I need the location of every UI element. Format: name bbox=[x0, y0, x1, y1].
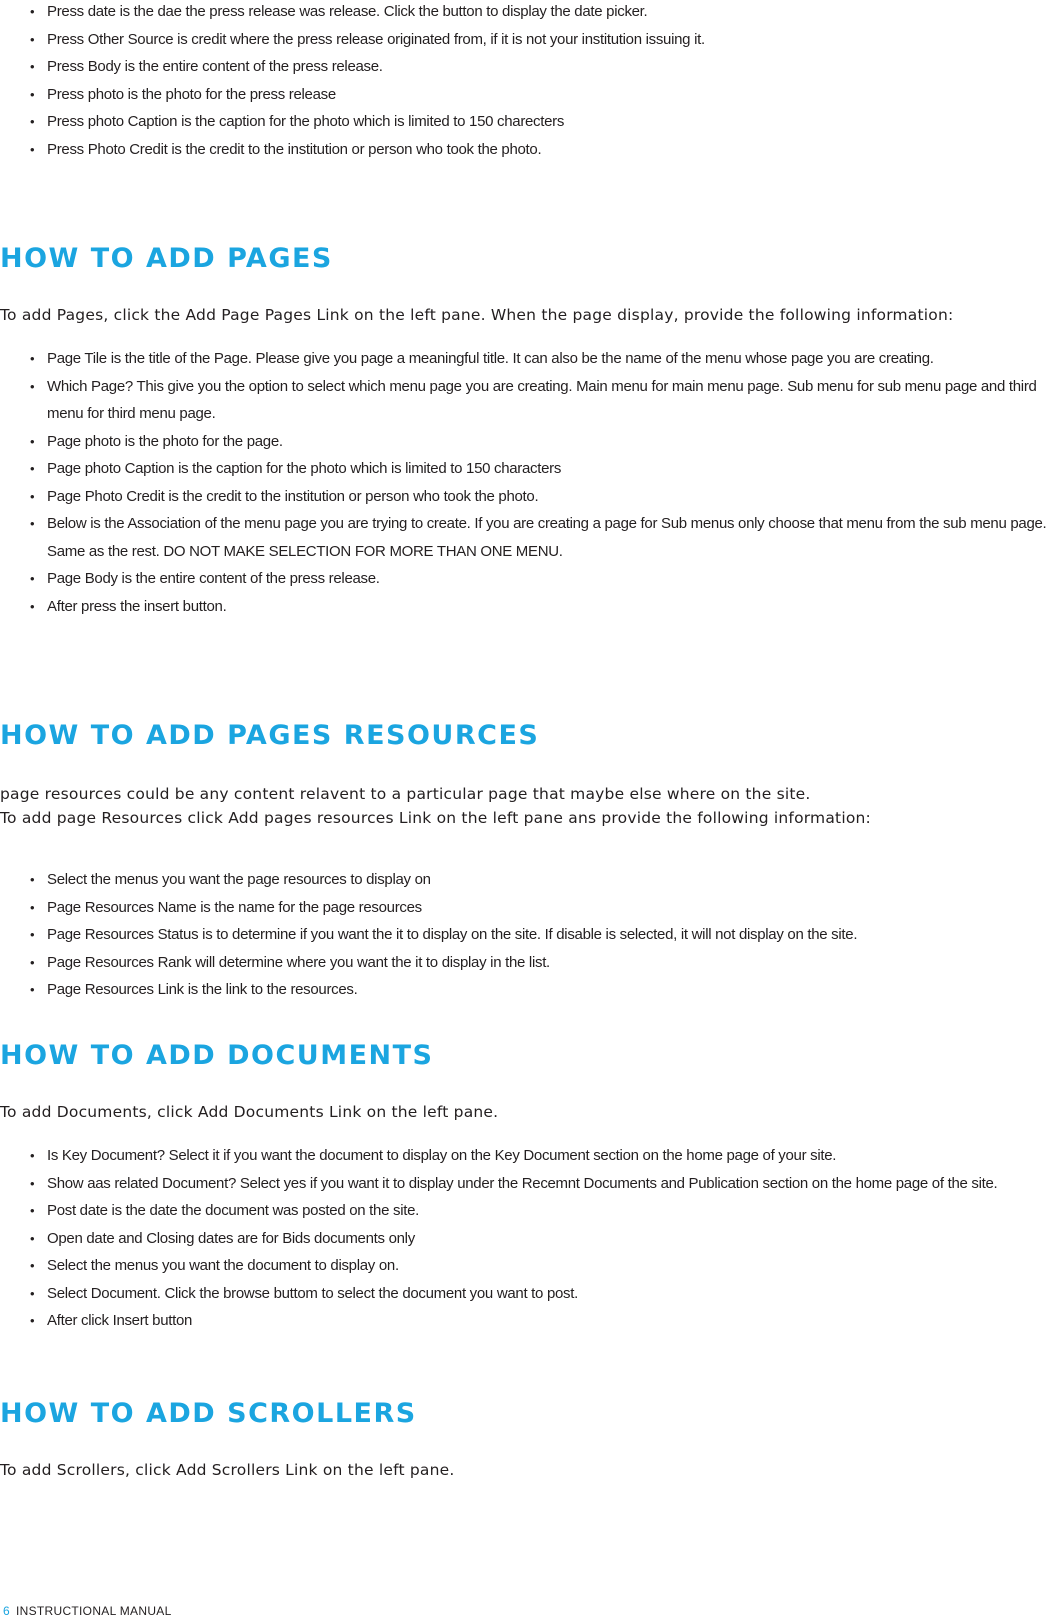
bullet-item: • Page Resources Rank will determine where you want the it to display in the list. bbox=[0, 949, 1062, 977]
section-heading-resources: HOW TO ADD PAGES RESOURCES bbox=[0, 720, 540, 751]
documents-intro: To add Documents, click Add Documents Link on the left pane. bbox=[0, 1103, 499, 1121]
scrollers-intro: To add Scrollers, click Add Scrollers Link on the left pane. bbox=[0, 1461, 455, 1479]
resources-intro-line2: To add page Resources click Add pages resources Link on the left pane ans provide the following information: bbox=[0, 809, 871, 827]
section-heading-pages: HOW TO ADD PAGES bbox=[0, 243, 333, 274]
bullet-item: • Show aas related Document? Select yes if you want it to display under the Recemnt Documents and Publication section on the home page of the site. bbox=[0, 1170, 1062, 1198]
bullet-item: • Post date is the date the document was posted on the site. bbox=[0, 1197, 1062, 1225]
pages-bullet-list bbox=[0, 345, 1062, 620]
bullet-item: • Page Resources Name is the name for the page resources bbox=[0, 894, 1062, 922]
bullet-item: • Press photo Caption is the caption for the photo which is limited to 150 charecters bbox=[0, 108, 1062, 136]
bullet-item: • Page Body is the entire content of the press release. bbox=[0, 565, 1062, 593]
bullet-item: • Page Tile is the title of the Page. Please give you page a meaningful title. It can also be the name of the menu whose page you are creating. bbox=[0, 345, 1062, 373]
resources-intro-line1: page resources could be any content relavent to a particular page that maybe else where on the site. bbox=[0, 785, 811, 803]
press-bullet-list bbox=[0, 0, 1062, 163]
pages-intro: To add Pages, click the Add Page Pages Link on the left pane. When the page display, provide the following information: bbox=[0, 306, 954, 324]
bullet-item: • Page photo Caption is the caption for the photo which is limited to 150 characters bbox=[0, 455, 1062, 483]
page-footer bbox=[3, 1604, 172, 1618]
documents-bullet-list bbox=[0, 1142, 1062, 1335]
bullet-item: • Press photo is the photo for the press release bbox=[0, 81, 1062, 109]
bullet-item: • Page photo is the photo for the page. bbox=[0, 428, 1062, 456]
bullet-item: • Press date is the dae the press release was release. Click the button to display the date picker. bbox=[0, 0, 1062, 26]
bullet-item: • Is Key Document? Select it if you want the document to display on the Key Document section on the home page of your site. bbox=[0, 1142, 1062, 1170]
section-heading-documents: HOW TO ADD DOCUMENTS bbox=[0, 1040, 434, 1071]
bullet-item: • Select the menus you want the page resources to display on bbox=[0, 866, 1062, 894]
bullet-item: • Page Resources Link is the link to the resources. bbox=[0, 976, 1062, 1004]
bullet-item: • Press Other Source is credit where the press release originated from, if it is not your institution issuing it. bbox=[0, 26, 1062, 54]
bullet-item: • After press the insert button. bbox=[0, 593, 1062, 621]
bullet-item: • Which Page? This give you the option to select which menu page you are creating. Main menu for main menu page. Sub menu for sub menu page and third menu for third menu page. bbox=[0, 373, 1062, 428]
bullet-item: • Open date and Closing dates are for Bids documents only bbox=[0, 1225, 1062, 1253]
bullet-item: • Below is the Association of the menu page you are trying to create. If you are creating a page for Sub menus only choose that menu from the sub menu page. Same as the rest. DO NOT MAKE SELECTION FOR MORE THAN ONE MENU. bbox=[0, 510, 1062, 565]
bullet-item: • Page Resources Status is to determine if you want the it to display on the site. If disable is selected, it will not display on the site. bbox=[0, 921, 1062, 949]
footer-title: INSTRUCTIONAL MANUAL bbox=[15, 1604, 172, 1618]
bullet-item: • Press Photo Credit is the credit to the institution or person who took the photo. bbox=[0, 136, 1062, 164]
page-number: 6 bbox=[3, 1604, 10, 1618]
bullet-item: • Press Body is the entire content of the press release. bbox=[0, 53, 1062, 81]
bullet-item: • Select Document. Click the browse buttom to select the document you want to post. bbox=[0, 1280, 1062, 1308]
bullet-item: • Page Photo Credit is the credit to the institution or person who took the photo. bbox=[0, 483, 1062, 511]
bullet-item: • After click Insert button bbox=[0, 1307, 1062, 1335]
section-heading-scrollers: HOW TO ADD SCROLLERS bbox=[0, 1398, 417, 1429]
resources-bullet-list bbox=[0, 866, 1062, 1004]
bullet-item: • Select the menus you want the document to display on. bbox=[0, 1252, 1062, 1280]
